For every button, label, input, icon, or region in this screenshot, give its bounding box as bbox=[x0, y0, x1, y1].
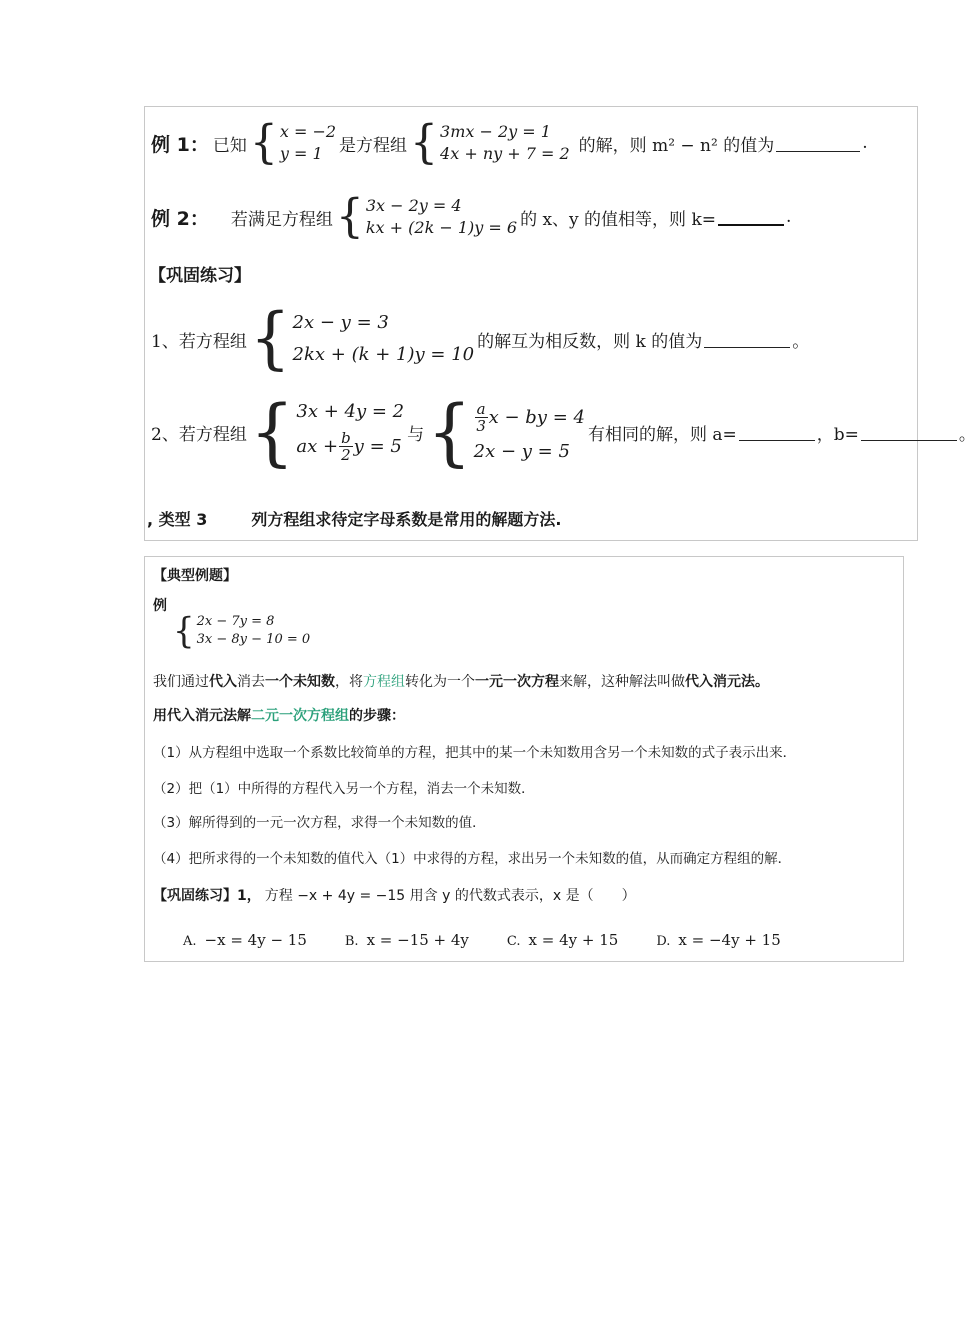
example-1-system-a bbox=[249, 115, 337, 170]
option-c[interactable] bbox=[507, 931, 618, 949]
practice-1-system bbox=[249, 300, 475, 378]
option-key: D. bbox=[656, 934, 671, 949]
equation: kx + (2k − 1)y = 6 bbox=[365, 218, 518, 237]
option-b[interactable] bbox=[345, 931, 469, 949]
example-1-known: 已知 bbox=[212, 135, 247, 156]
brace-icon: { bbox=[427, 388, 472, 476]
step-2: （2）把（1）中所得的方程代入另一个方程，消去一个未知数． bbox=[153, 781, 535, 797]
option-d[interactable] bbox=[656, 931, 780, 949]
equation: 3x − 8y − 10 = 0 bbox=[196, 632, 311, 647]
answer-blank[interactable] bbox=[704, 331, 790, 348]
practice-2-system-b bbox=[427, 388, 585, 476]
options-row bbox=[183, 931, 819, 949]
step-1: （1）从方程组中选取一个系数比较简单的方程，把其中的某一个未知数用含另一个未知数的式子表示出来． bbox=[153, 745, 797, 761]
example-2-system bbox=[335, 189, 518, 244]
option-key: C. bbox=[506, 934, 521, 949]
option-text: x = 4y + 15 bbox=[528, 931, 619, 949]
practice-1-end: 。 bbox=[792, 331, 810, 352]
example-1-system-b bbox=[410, 115, 570, 170]
example-1-label: 例 1： bbox=[151, 133, 209, 156]
text-bold: 用代入消元法解 bbox=[153, 708, 251, 724]
type-3-text: 列方程组求待定字母系数是常用的解题方法. bbox=[251, 510, 562, 529]
option-text: x = −15 + 4y bbox=[366, 931, 469, 949]
text: ，将 bbox=[335, 674, 363, 690]
text: 我们通过 bbox=[153, 674, 209, 690]
brace-icon: { bbox=[249, 388, 295, 476]
answer-blank-b[interactable] bbox=[861, 424, 957, 441]
steps-title bbox=[153, 705, 405, 725]
text: 。 bbox=[755, 674, 769, 690]
equation: 2x − 7y = 8 bbox=[196, 614, 275, 629]
text-bold: 代入 bbox=[209, 674, 237, 690]
option-text: x = −4y + 15 bbox=[678, 931, 781, 949]
example-label-row bbox=[153, 595, 167, 615]
equation-part: ax + bbox=[296, 436, 339, 457]
practice-title-row bbox=[149, 261, 251, 286]
fraction bbox=[475, 401, 488, 434]
brace-icon: { bbox=[249, 115, 278, 170]
practice-1-pre: 1、若方程组 bbox=[151, 331, 247, 352]
text: 来解，这种解法叫做 bbox=[559, 674, 685, 690]
text-bold: 一元一次方程 bbox=[475, 674, 559, 690]
practice-2-tail: 有相同的解，则 a= bbox=[587, 424, 737, 445]
equation: 3x − 2y = 4 bbox=[365, 196, 462, 215]
type-3-row bbox=[147, 507, 561, 530]
typical-title-row bbox=[153, 565, 237, 585]
text: 消去 bbox=[237, 674, 265, 690]
example-2-label: 例 2： bbox=[151, 207, 209, 230]
numerator: b bbox=[341, 429, 351, 447]
fraction bbox=[339, 430, 353, 463]
example-1-row bbox=[151, 115, 868, 170]
answer-blank-a[interactable] bbox=[739, 424, 815, 441]
equation bbox=[474, 401, 585, 434]
option-text: −x = 4y − 15 bbox=[204, 931, 307, 949]
text-bold: 的步骤： bbox=[349, 708, 405, 724]
practice-text: 方程 −x + 4y = −15 用含 y 的代数式表示，x 是（ ） bbox=[264, 888, 636, 904]
practice-title: 【巩固练习】1， bbox=[153, 888, 261, 904]
brace-icon: { bbox=[249, 300, 291, 378]
practice-1-tail: 的解互为相反数，则 k 的值为 bbox=[477, 331, 703, 352]
practice-2-row bbox=[151, 388, 976, 476]
equation-part: y = 5 bbox=[353, 436, 402, 457]
step-4: （4）把所求得的一个未知数的值代入（1）中求得的方程，求出另一个未知数的值，从而确定方程组的解． bbox=[153, 851, 792, 867]
practice-title: 【巩固练习】 bbox=[149, 266, 251, 286]
brace-icon: { bbox=[335, 189, 364, 244]
practice-2-system-a bbox=[249, 388, 405, 476]
numerator: a bbox=[476, 400, 486, 418]
example-system bbox=[173, 610, 311, 652]
practice-row bbox=[153, 885, 636, 905]
term-link[interactable]: 二元一次方程组 bbox=[251, 708, 349, 724]
denominator: 2 bbox=[341, 446, 351, 464]
text-bold: 一个未知数 bbox=[265, 674, 335, 690]
denominator: 3 bbox=[476, 417, 486, 435]
text: 转化为一个 bbox=[405, 674, 475, 690]
example-1-tail: 的解，则 m² − n² 的值为 bbox=[578, 135, 775, 156]
equation: x = −2 bbox=[279, 122, 337, 141]
practice-2-mid: ，b= bbox=[816, 424, 859, 445]
exercise-box-1 bbox=[144, 106, 976, 541]
equation: 3x + 4y = 2 bbox=[296, 401, 405, 422]
practice-2-end: 。 bbox=[958, 424, 976, 445]
equation: 3mx − 2y = 1 bbox=[440, 122, 551, 141]
example-1-mid: 是方程组 bbox=[339, 135, 408, 156]
equation: 2x − y = 5 bbox=[473, 441, 570, 462]
example-label: 例 bbox=[153, 598, 167, 614]
text-bold: 代入消元法 bbox=[685, 674, 755, 690]
option-a[interactable] bbox=[183, 931, 307, 949]
example-2-tail: 的 x、y 的值相等，则 k= bbox=[520, 209, 717, 230]
practice-1-row bbox=[151, 300, 810, 378]
equation: 2x − y = 3 bbox=[292, 312, 389, 333]
example-2-pre: 若满足方程组 bbox=[230, 209, 333, 230]
equation-part: x − by = 4 bbox=[488, 407, 585, 428]
answer-blank[interactable] bbox=[776, 135, 860, 152]
practice-2-pre: 2、若方程组 bbox=[151, 424, 247, 445]
option-key: B. bbox=[344, 934, 359, 949]
example-1-end: . bbox=[862, 133, 868, 153]
term-link[interactable]: 方程组 bbox=[363, 674, 405, 690]
example-2-row bbox=[151, 189, 792, 244]
example-2-end: . bbox=[786, 207, 792, 227]
brace-icon: { bbox=[173, 610, 195, 652]
answer-blank[interactable] bbox=[718, 208, 784, 226]
type-3-prefix: , 类型 3 bbox=[147, 510, 208, 529]
option-key: A. bbox=[183, 934, 197, 949]
equation: 4x + ny + 7 = 2 bbox=[440, 144, 570, 163]
substitution-paragraph bbox=[153, 671, 769, 691]
practice-2-with: 与 bbox=[407, 424, 425, 445]
equation bbox=[296, 430, 404, 463]
exercise-box-2 bbox=[144, 556, 904, 962]
step-3: （3）解所得到的一元一次方程，求得一个未知数的值． bbox=[153, 815, 486, 831]
equation: 2kx + (k + 1)y = 10 bbox=[292, 344, 475, 365]
typical-title: 【典型例题】 bbox=[153, 568, 237, 584]
equation: y = 1 bbox=[279, 144, 323, 163]
brace-icon: { bbox=[410, 115, 439, 170]
